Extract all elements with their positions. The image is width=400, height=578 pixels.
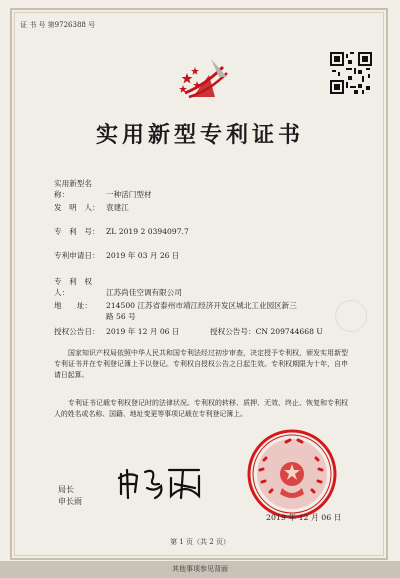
field-label: 地 址： [54, 301, 92, 310]
field-utility-name [54, 178, 152, 200]
signing-date: 2019 年 12 月 06 日 [266, 513, 342, 522]
watermark-mark [335, 300, 367, 332]
field-value: ZL 2019 2 0394097.7 [106, 227, 189, 236]
signatory-name: 申长雨 [58, 497, 82, 506]
field-label: 专 利 权 人： [54, 277, 100, 297]
field-value: 一种活门型材 [106, 190, 152, 199]
field-application-date [54, 250, 180, 261]
field-value: 袁建江 [106, 203, 129, 212]
document-title: 实用新型专利证书 [95, 122, 304, 148]
field-label: 实用新型名称： [54, 179, 92, 199]
address-line-1: 214500 江苏省泰州市靖江经济开发区城北工业园区新三 [106, 301, 297, 310]
signatory-title: 局长 [58, 485, 74, 494]
field-label: 授权公告日： [54, 327, 100, 336]
field-value: 江苏尚佳空调有限公司 [106, 288, 182, 297]
field-value: 2019 年 03 月 26 日 [106, 251, 180, 260]
page-indicator: 第 1 页（共 2 页） [170, 538, 230, 546]
field-address [54, 300, 297, 311]
handwritten-signature [115, 462, 205, 502]
field-patent-number [54, 226, 189, 237]
footer-note: 其他事项参见背面 [0, 561, 400, 578]
field-label: 授权公告号： [210, 327, 256, 336]
qr-code-icon [330, 52, 372, 94]
certificate-number: 证 书 号 第9726388 号 [20, 21, 96, 29]
statement-paragraph-1: 国家知识产权局依照中华人民共和国专利法经过初步审查，决定授予专利权，颁发实用新型专利证书并在专利登记簿上予以登记。专利权自授权公告之日起生效。专利权期限为十年，自申请日起算。 [54, 349, 348, 379]
field-patentee [54, 276, 182, 298]
field-value: 2019 年 12 月 06 日 [106, 327, 180, 336]
address-line-2: 路 56 号 [106, 312, 136, 321]
field-inventor [54, 202, 129, 213]
patent-office-emblem-icon [175, 55, 235, 105]
field-value: CN 209744668 U [255, 327, 323, 336]
field-label: 发 明 人： [54, 203, 100, 212]
field-announcement-number [210, 326, 323, 337]
official-seal-icon [246, 428, 338, 520]
statement-paragraph-2: 专利证书记载专利权登记时的法律状况。专利权的转移、质押、无效、终止、恢复和专利权人的姓名或名称、国籍、地址变更等事项记载在专利登记簿上。 [54, 399, 348, 418]
field-label: 专利申请日： [54, 251, 100, 260]
field-grant-date [54, 326, 180, 337]
field-label: 专 利 号： [54, 227, 100, 236]
